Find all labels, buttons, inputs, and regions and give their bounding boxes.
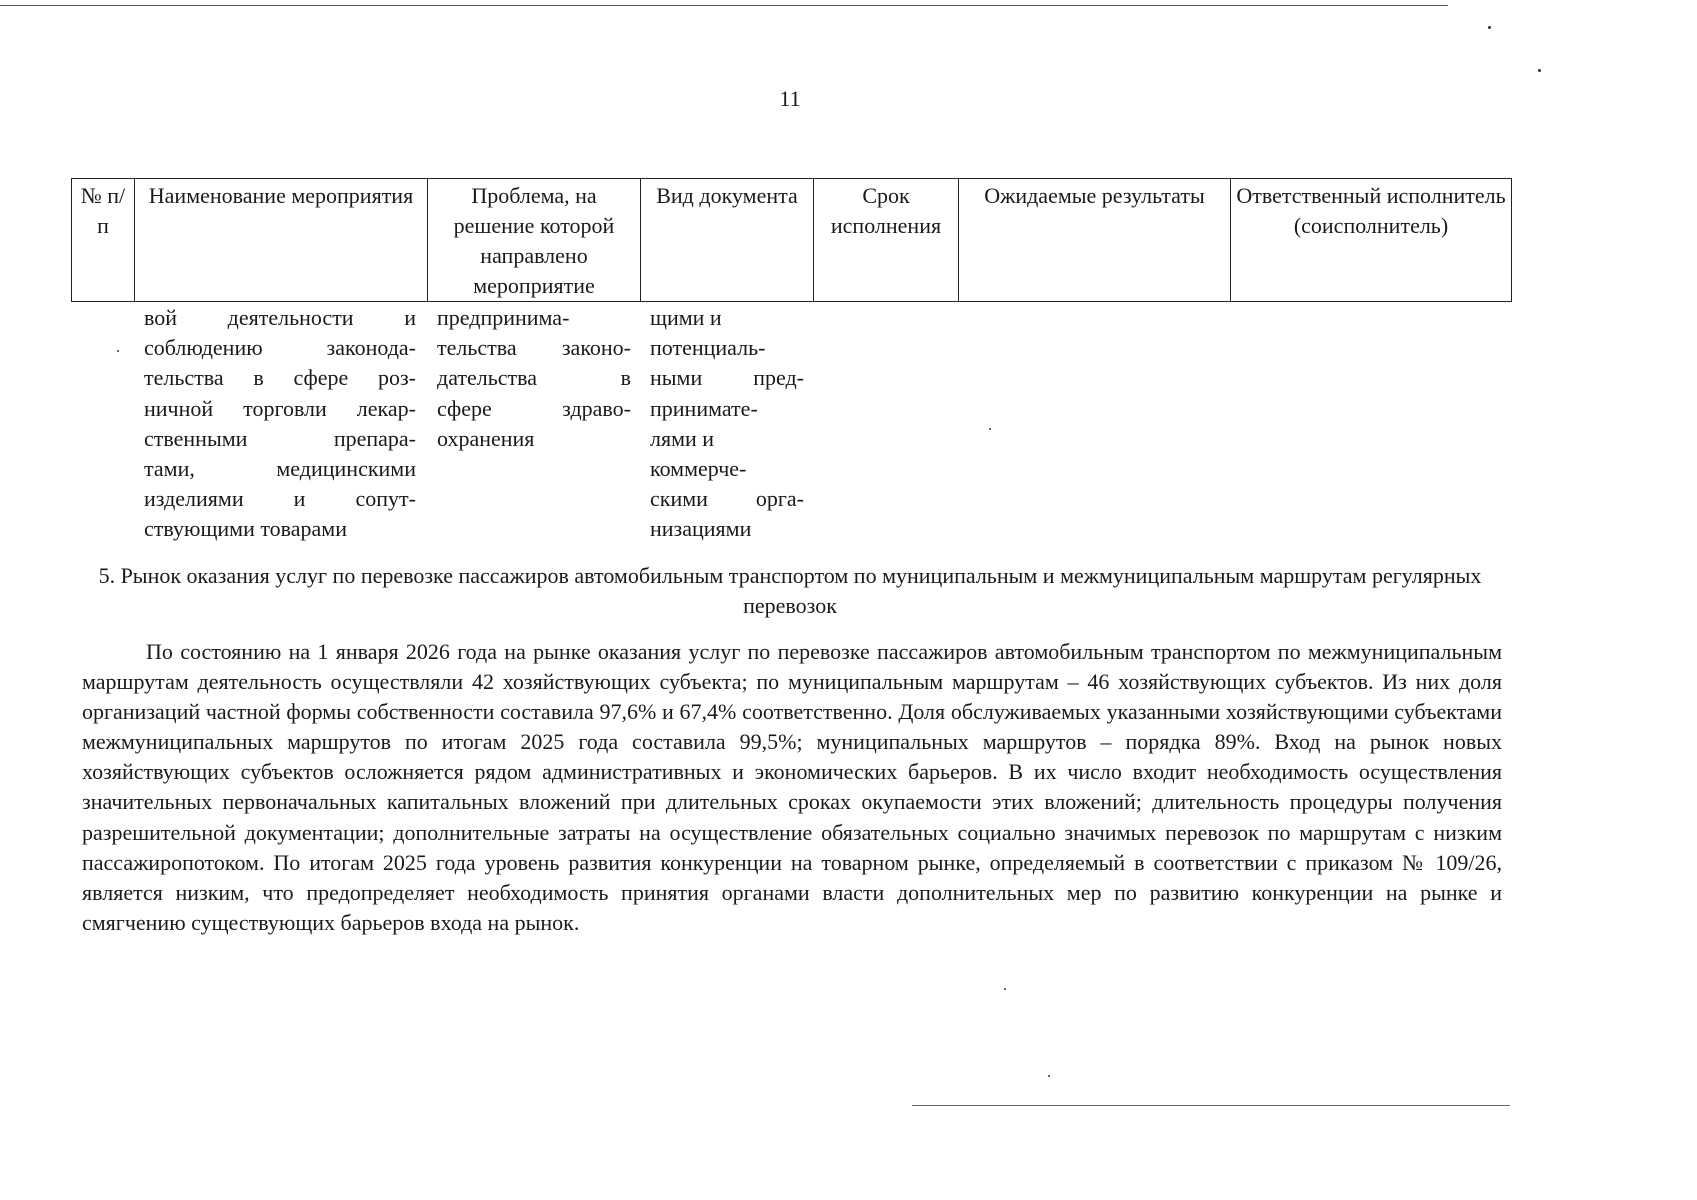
continuation-measure-name [144,303,416,545]
text-line: ственными препара- [144,425,416,451]
text-line: ничной торговли лекар- [144,395,416,421]
text-line: коммерче- [650,456,747,482]
text-line: дательства в [437,365,631,391]
header-cell-deadline: Срок исполнения [814,179,959,302]
scan-speck [1488,26,1491,29]
scan-edge-line-top [0,5,1448,6]
text-line: низациями [650,516,752,542]
text-line: лями и [650,425,715,451]
text-line: охранения [437,425,535,451]
text-line: скими орга- [650,486,804,512]
header-cell-responsible: Ответственный исполнитель (соисполнитель) [1231,179,1512,302]
scan-speck [989,428,991,430]
text-line: щими и [650,305,722,330]
text-line: тельства в сфере роз- [144,365,416,391]
text-line: сфере здраво- [437,395,631,421]
section-heading: 5. Рынок оказания услуг по перевозке пассажиров автомобильным транспортом по муниципальным и межмуниципальным маршрутам регулярных перевозок [98,563,1482,618]
header-cell-expected-results: Ожидаемые результаты [959,179,1231,302]
section-body-paragraph: По состоянию на 1 января 2026 года на рынке оказания услуг по перевозке пассажиров автомобильным транспортом по межмуниципальным маршрутам деятельность осуществляли 42 хозяйствующих субъекта; по муниципальным маршрутам – 46 хозяйствующих субъектов. Из них доля организаций частной формы собственности составила 97,6% и 67,4% соответственно. Доля обслуживаемых указанными хозяйствующими субъектами межмуниципальных маршрутов по итогам 2025 года составила 99,5%; муниципальных маршрутов – порядка 89%. Вход на рынок новых хозяйствующих субъектов осложняется рядом административных и экономических барьеров. В их число входит необходимость осуществления значительных первоначальных капитальных вложений при длительных сроках окупаемости этих вложений; длительность процедуры получения разрешительной документации; дополнительные затраты на осуществление обязательных социально значимых перевозок по маршрутам с низким пассажиропотоком. По итогам 2025 года уровень развития конкуренции на товарном рынке, определяемый в соответствии с приказом № 109/26, является низким, что предопределяет необходимость принятия органами власти дополнительных мер по развитию конкуренции на рынке и смягчению существующих барьеров входа на рынок. [82,639,1502,935]
measures-table-header [71,178,1512,302]
text-line: тами, медицинскими [144,456,416,482]
header-cell-measure-name: Наименование мероприятия [135,179,428,302]
page-number: 11 [779,86,801,111]
text-line: тельства законо- [437,335,631,361]
scan-edge-line-bottom [912,1105,1510,1106]
header-cell-problem: Проблема, на решение которой направлено мероприятие [428,179,641,302]
text-line: соблюдению законода- [144,335,416,361]
continuation-problem [437,303,631,454]
text-line: принимате- [650,395,758,421]
continuation-document-type [650,303,804,545]
scan-speck [1004,988,1006,990]
text-line: вой деятельности и [144,305,416,330]
scan-speck [1048,1075,1050,1077]
text-line: предпринима- [437,305,570,330]
text-line: ствующими товарами [144,516,348,542]
scan-speck [117,350,119,352]
header-cell-number: № п/п [72,179,135,302]
text-line: изделиями и сопут- [144,486,416,512]
table-header-row [72,179,1512,302]
header-cell-document-type: Вид документа [641,179,814,302]
text-line: потенциаль- [650,335,766,361]
scan-speck [1538,69,1541,72]
text-line: ными пред- [650,365,804,391]
